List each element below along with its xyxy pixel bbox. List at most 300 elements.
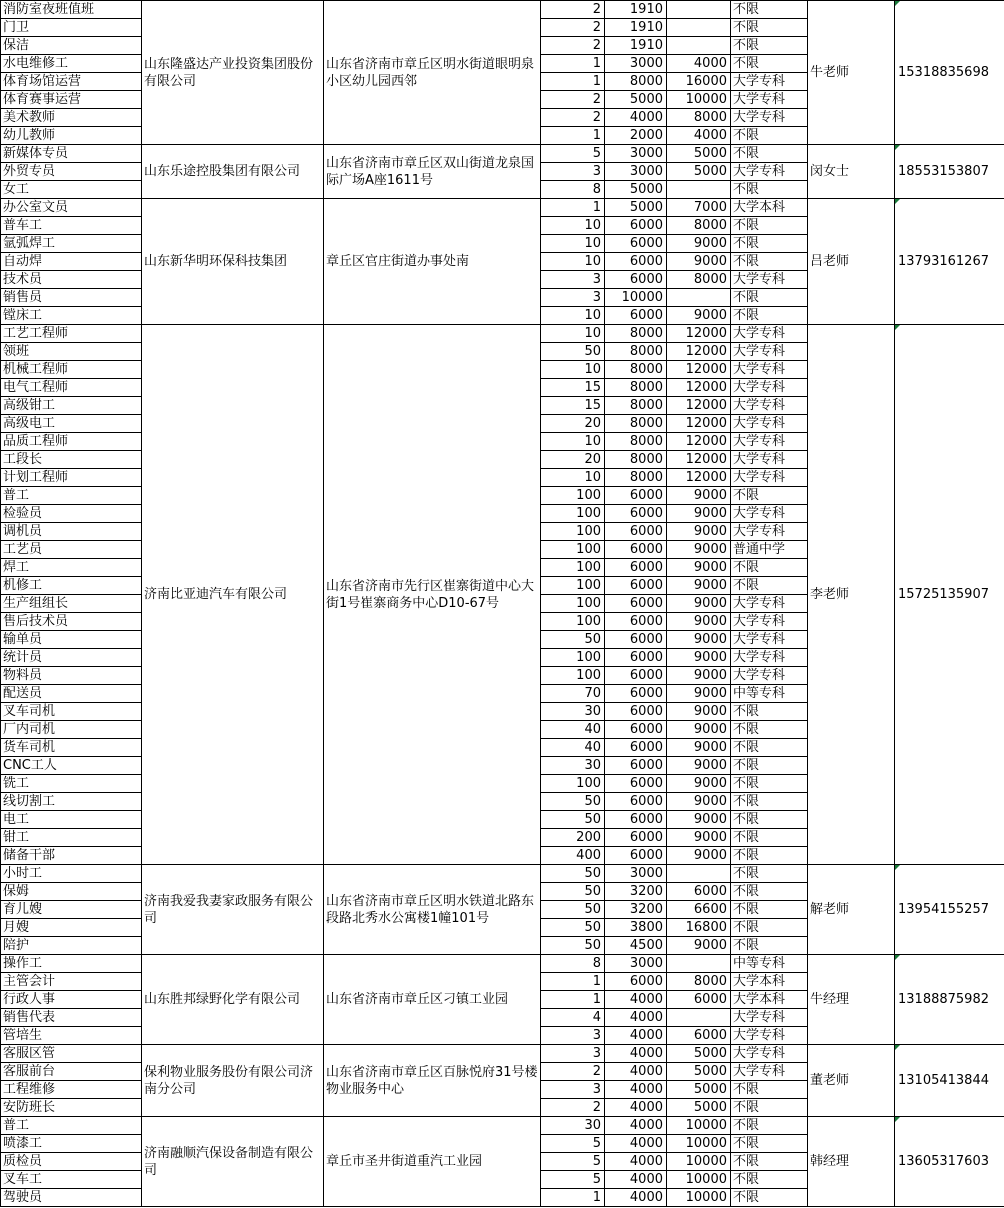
salary-max-cell: 9000: [667, 631, 731, 649]
education-cell: 不限: [731, 235, 808, 253]
education-cell: 不限: [731, 793, 808, 811]
salary-max-cell: 8000: [667, 217, 731, 235]
salary-min-cell: 2000: [605, 127, 667, 145]
job-title-cell: 工艺工程师: [1, 325, 142, 343]
job-title-cell: 女工: [1, 181, 142, 199]
salary-min-cell: 6000: [605, 757, 667, 775]
headcount-cell: 3: [541, 1027, 605, 1045]
job-title-cell: 技术员: [1, 271, 142, 289]
salary-min-cell: 6000: [605, 829, 667, 847]
education-cell: 大学专科: [731, 109, 808, 127]
salary-max-cell: 10000: [667, 1171, 731, 1189]
company-cell: 山东胜邦绿野化学有限公司: [142, 955, 324, 1045]
salary-max-cell: 12000: [667, 469, 731, 487]
headcount-cell: 50: [541, 631, 605, 649]
salary-min-cell: 4000: [605, 1009, 667, 1027]
cell-comment-marker: [895, 865, 900, 870]
job-title-cell: 管培生: [1, 1027, 142, 1045]
headcount-cell: 5: [541, 1135, 605, 1153]
job-title-cell: 操作工: [1, 955, 142, 973]
salary-max-cell: 5000: [667, 1099, 731, 1117]
education-cell: 大学专科: [731, 379, 808, 397]
phone-cell: [895, 145, 1004, 199]
headcount-cell: 50: [541, 919, 605, 937]
salary-max-cell: 9000: [667, 235, 731, 253]
education-cell: 不限: [731, 217, 808, 235]
headcount-cell: 100: [541, 613, 605, 631]
salary-min-cell: 3000: [605, 865, 667, 883]
job-title-cell: 统计员: [1, 649, 142, 667]
salary-max-cell: 4000: [667, 55, 731, 73]
education-cell: 不限: [731, 1117, 808, 1135]
contact-cell: 李老师: [808, 325, 895, 865]
salary-min-cell: 6000: [605, 505, 667, 523]
salary-max-cell: 12000: [667, 451, 731, 469]
salary-max-cell: [667, 865, 731, 883]
salary-max-cell: 9000: [667, 595, 731, 613]
education-cell: 大学专科: [731, 1027, 808, 1045]
salary-max-cell: 10000: [667, 91, 731, 109]
headcount-cell: 8: [541, 955, 605, 973]
education-cell: 大学专科: [731, 523, 808, 541]
headcount-cell: 1: [541, 127, 605, 145]
job-title-cell: 工艺员: [1, 541, 142, 559]
salary-min-cell: 6000: [605, 613, 667, 631]
salary-max-cell: 6000: [667, 883, 731, 901]
phone-cell: [895, 199, 1004, 325]
headcount-cell: 2: [541, 37, 605, 55]
salary-min-cell: 8000: [605, 343, 667, 361]
job-title-cell: 机修工: [1, 577, 142, 595]
job-title-cell: 体育赛事运营: [1, 91, 142, 109]
salary-max-cell: [667, 19, 731, 37]
salary-max-cell: [667, 289, 731, 307]
salary-max-cell: 9000: [667, 847, 731, 865]
job-title-cell: 体育场馆运营: [1, 73, 142, 91]
salary-max-cell: 10000: [667, 1153, 731, 1171]
job-title-cell: 电工: [1, 811, 142, 829]
salary-min-cell: 6000: [605, 235, 667, 253]
education-cell: 不限: [731, 289, 808, 307]
salary-max-cell: 10000: [667, 1117, 731, 1135]
phone-cell: [895, 955, 1004, 1045]
education-cell: 不限: [731, 127, 808, 145]
table-row: [1, 1, 1004, 19]
company-cell: 山东新华明环保科技集团: [142, 199, 324, 325]
education-cell: 不限: [731, 721, 808, 739]
salary-max-cell: 5000: [667, 163, 731, 181]
headcount-cell: 50: [541, 793, 605, 811]
job-title-cell: 保洁: [1, 37, 142, 55]
headcount-cell: 30: [541, 1117, 605, 1135]
job-title-cell: 货车司机: [1, 739, 142, 757]
salary-max-cell: 9000: [667, 523, 731, 541]
phone-text: 15318835698: [898, 65, 989, 80]
phone-text: 13105413844: [898, 1073, 989, 1088]
headcount-cell: 40: [541, 739, 605, 757]
education-cell: 大学专科: [731, 91, 808, 109]
headcount-cell: 100: [541, 505, 605, 523]
education-cell: 大学专科: [731, 343, 808, 361]
salary-min-cell: 8000: [605, 469, 667, 487]
job-title-cell: 检验员: [1, 505, 142, 523]
headcount-cell: 5: [541, 1153, 605, 1171]
phone-text: 13954155257: [898, 902, 989, 917]
address-cell: 山东省济南市章丘区双山街道龙泉国际广场A座1611号: [324, 145, 541, 199]
headcount-cell: 15: [541, 379, 605, 397]
job-title-cell: 幼儿教师: [1, 127, 142, 145]
headcount-cell: 100: [541, 577, 605, 595]
salary-min-cell: 3000: [605, 55, 667, 73]
salary-min-cell: 6000: [605, 253, 667, 271]
education-cell: 大学专科: [731, 433, 808, 451]
salary-min-cell: 4000: [605, 991, 667, 1009]
salary-max-cell: 9000: [667, 487, 731, 505]
education-cell: 不限: [731, 253, 808, 271]
job-title-cell: 小时工: [1, 865, 142, 883]
salary-max-cell: 9000: [667, 505, 731, 523]
headcount-cell: 50: [541, 343, 605, 361]
salary-min-cell: 6000: [605, 973, 667, 991]
headcount-cell: 30: [541, 703, 605, 721]
salary-min-cell: 4000: [605, 1099, 667, 1117]
salary-max-cell: 10000: [667, 1135, 731, 1153]
headcount-cell: 1: [541, 199, 605, 217]
education-cell: 不限: [731, 487, 808, 505]
headcount-cell: 3: [541, 271, 605, 289]
education-cell: 不限: [731, 901, 808, 919]
education-cell: 大学专科: [731, 1045, 808, 1063]
job-title-cell: 领班: [1, 343, 142, 361]
salary-max-cell: 12000: [667, 397, 731, 415]
education-cell: 不限: [731, 181, 808, 199]
salary-max-cell: [667, 181, 731, 199]
job-title-cell: 保姆: [1, 883, 142, 901]
salary-min-cell: 6000: [605, 685, 667, 703]
cell-comment-marker: [895, 1117, 900, 1122]
headcount-cell: 30: [541, 757, 605, 775]
headcount-cell: 100: [541, 667, 605, 685]
contact-cell: 牛经理: [808, 955, 895, 1045]
job-title-cell: 办公室文员: [1, 199, 142, 217]
salary-min-cell: 8000: [605, 415, 667, 433]
salary-min-cell: 3000: [605, 163, 667, 181]
table-row: [1, 865, 1004, 883]
salary-max-cell: 9000: [667, 793, 731, 811]
education-cell: 不限: [731, 1189, 808, 1207]
job-title-cell: 销售员: [1, 289, 142, 307]
salary-max-cell: 16000: [667, 73, 731, 91]
headcount-cell: 3: [541, 1045, 605, 1063]
salary-max-cell: 9000: [667, 559, 731, 577]
job-title-cell: 客服前台: [1, 1063, 142, 1081]
headcount-cell: 10: [541, 253, 605, 271]
salary-min-cell: 6000: [605, 217, 667, 235]
job-title-cell: 品质工程师: [1, 433, 142, 451]
salary-max-cell: 9000: [667, 757, 731, 775]
education-cell: 大学专科: [731, 631, 808, 649]
education-cell: 大学专科: [731, 163, 808, 181]
salary-max-cell: 6600: [667, 901, 731, 919]
job-title-cell: 行政人事: [1, 991, 142, 1009]
job-title-cell: 普工: [1, 1117, 142, 1135]
headcount-cell: 10: [541, 235, 605, 253]
salary-min-cell: 6000: [605, 577, 667, 595]
salary-max-cell: 12000: [667, 361, 731, 379]
job-title-cell: 主管会计: [1, 973, 142, 991]
salary-max-cell: 9000: [667, 811, 731, 829]
salary-min-cell: 4000: [605, 1117, 667, 1135]
salary-min-cell: 10000: [605, 289, 667, 307]
phone-text: 18553153807: [898, 164, 989, 179]
headcount-cell: 2: [541, 91, 605, 109]
salary-min-cell: 4000: [605, 1171, 667, 1189]
education-cell: 不限: [731, 1099, 808, 1117]
education-cell: 不限: [731, 847, 808, 865]
job-title-cell: 水电维修工: [1, 55, 142, 73]
education-cell: 不限: [731, 1171, 808, 1189]
job-title-cell: 焊工: [1, 559, 142, 577]
job-title-cell: 镗床工: [1, 307, 142, 325]
salary-max-cell: 4000: [667, 127, 731, 145]
salary-min-cell: 6000: [605, 667, 667, 685]
table-row: [1, 145, 1004, 163]
education-cell: 普通中学: [731, 541, 808, 559]
company-cell: 山东乐途控股集团有限公司: [142, 145, 324, 199]
headcount-cell: 1: [541, 73, 605, 91]
salary-min-cell: 4000: [605, 109, 667, 127]
education-cell: 不限: [731, 829, 808, 847]
salary-min-cell: 8000: [605, 325, 667, 343]
headcount-cell: 10: [541, 433, 605, 451]
education-cell: 不限: [731, 1081, 808, 1099]
salary-max-cell: 5000: [667, 145, 731, 163]
education-cell: 不限: [731, 577, 808, 595]
salary-min-cell: 4000: [605, 1153, 667, 1171]
salary-min-cell: 3000: [605, 955, 667, 973]
salary-max-cell: 6000: [667, 991, 731, 1009]
headcount-cell: 3: [541, 163, 605, 181]
salary-min-cell: 6000: [605, 721, 667, 739]
job-title-cell: 高级钳工: [1, 397, 142, 415]
job-title-cell: 物料员: [1, 667, 142, 685]
salary-min-cell: 1910: [605, 37, 667, 55]
salary-min-cell: 8000: [605, 361, 667, 379]
salary-min-cell: 3000: [605, 145, 667, 163]
table-row: [1, 955, 1004, 973]
salary-max-cell: 6000: [667, 1027, 731, 1045]
salary-max-cell: 9000: [667, 685, 731, 703]
headcount-cell: 100: [541, 523, 605, 541]
salary-min-cell: 6000: [605, 523, 667, 541]
contact-cell: 董老师: [808, 1045, 895, 1117]
address-cell: 山东省济南市章丘区明水铁道北路东段路北秀水公寓楼1幢101号: [324, 865, 541, 955]
cell-comment-marker: [895, 1045, 900, 1050]
address-cell: 山东省济南市先行区崔寨街道中心大街1号崔寨商务中心D10-67号: [324, 325, 541, 865]
headcount-cell: 8: [541, 181, 605, 199]
education-cell: 大学专科: [731, 1009, 808, 1027]
headcount-cell: 100: [541, 595, 605, 613]
salary-max-cell: 10000: [667, 1189, 731, 1207]
salary-min-cell: 6000: [605, 559, 667, 577]
headcount-cell: 400: [541, 847, 605, 865]
headcount-cell: 10: [541, 325, 605, 343]
phone-cell: [895, 1, 1004, 145]
job-title-cell: 高级电工: [1, 415, 142, 433]
education-cell: 不限: [731, 55, 808, 73]
education-cell: 不限: [731, 1135, 808, 1153]
job-title-cell: 线切割工: [1, 793, 142, 811]
job-title-cell: 调机员: [1, 523, 142, 541]
job-title-cell: 配送员: [1, 685, 142, 703]
salary-min-cell: 5000: [605, 199, 667, 217]
salary-max-cell: 8000: [667, 271, 731, 289]
job-title-cell: 叉车工: [1, 1171, 142, 1189]
salary-max-cell: 9000: [667, 775, 731, 793]
cell-comment-marker: [895, 955, 900, 960]
job-title-cell: 储备干部: [1, 847, 142, 865]
job-title-cell: 质检员: [1, 1153, 142, 1171]
salary-max-cell: 12000: [667, 343, 731, 361]
salary-max-cell: 5000: [667, 1063, 731, 1081]
address-cell: 山东省济南市章丘区明水街道眼明泉小区幼儿园西邻: [324, 1, 541, 145]
salary-min-cell: 6000: [605, 271, 667, 289]
headcount-cell: 50: [541, 811, 605, 829]
headcount-cell: 100: [541, 559, 605, 577]
headcount-cell: 2: [541, 1063, 605, 1081]
salary-max-cell: [667, 955, 731, 973]
salary-min-cell: 8000: [605, 451, 667, 469]
salary-max-cell: 8000: [667, 109, 731, 127]
salary-min-cell: 1910: [605, 1, 667, 19]
salary-min-cell: 4000: [605, 1081, 667, 1099]
salary-min-cell: 8000: [605, 397, 667, 415]
education-cell: 不限: [731, 37, 808, 55]
company-cell: 保利物业服务股份有限公司济南分公司: [142, 1045, 324, 1117]
job-title-cell: 机械工程师: [1, 361, 142, 379]
company-cell: 济南比亚迪汽车有限公司: [142, 325, 324, 865]
education-cell: 不限: [731, 937, 808, 955]
headcount-cell: 100: [541, 487, 605, 505]
headcount-cell: 20: [541, 451, 605, 469]
education-cell: 不限: [731, 145, 808, 163]
education-cell: 中等专科: [731, 955, 808, 973]
salary-min-cell: 4000: [605, 1045, 667, 1063]
company-cell: 济南我爱我妻家政服务有限公司: [142, 865, 324, 955]
job-title-cell: 电气工程师: [1, 379, 142, 397]
salary-min-cell: 4500: [605, 937, 667, 955]
education-cell: 不限: [731, 19, 808, 37]
salary-min-cell: 6000: [605, 595, 667, 613]
education-cell: 大学专科: [731, 505, 808, 523]
education-cell: 大学专科: [731, 361, 808, 379]
job-title-cell: 计划工程师: [1, 469, 142, 487]
cell-comment-marker: [895, 325, 900, 330]
job-title-cell: 生产组组长: [1, 595, 142, 613]
salary-min-cell: 1910: [605, 19, 667, 37]
salary-max-cell: 9000: [667, 721, 731, 739]
job-title-cell: 铣工: [1, 775, 142, 793]
headcount-cell: 50: [541, 937, 605, 955]
phone-cell: [895, 325, 1004, 865]
education-cell: 不限: [731, 919, 808, 937]
salary-min-cell: 6000: [605, 739, 667, 757]
salary-min-cell: 6000: [605, 811, 667, 829]
education-cell: 不限: [731, 703, 808, 721]
education-cell: 大学专科: [731, 73, 808, 91]
salary-max-cell: [667, 37, 731, 55]
education-cell: 大学专科: [731, 451, 808, 469]
salary-max-cell: 16800: [667, 919, 731, 937]
education-cell: 大学专科: [731, 649, 808, 667]
job-title-cell: 外贸专员: [1, 163, 142, 181]
job-title-cell: CNC工人: [1, 757, 142, 775]
education-cell: 大学本科: [731, 199, 808, 217]
salary-max-cell: 9000: [667, 253, 731, 271]
headcount-cell: 1: [541, 55, 605, 73]
salary-min-cell: 4000: [605, 1063, 667, 1081]
salary-max-cell: 12000: [667, 433, 731, 451]
headcount-cell: 50: [541, 901, 605, 919]
salary-min-cell: 6000: [605, 307, 667, 325]
salary-min-cell: 5000: [605, 181, 667, 199]
job-title-cell: 新媒体专员: [1, 145, 142, 163]
salary-max-cell: 9000: [667, 739, 731, 757]
headcount-cell: 2: [541, 109, 605, 127]
education-cell: 大学本科: [731, 991, 808, 1009]
education-cell: 不限: [731, 1, 808, 19]
headcount-cell: 10: [541, 469, 605, 487]
salary-min-cell: 3800: [605, 919, 667, 937]
salary-max-cell: 9000: [667, 667, 731, 685]
education-cell: 不限: [731, 739, 808, 757]
headcount-cell: 5: [541, 1171, 605, 1189]
job-title-cell: 月嫂: [1, 919, 142, 937]
salary-max-cell: 5000: [667, 1045, 731, 1063]
salary-min-cell: 6000: [605, 631, 667, 649]
salary-min-cell: 8000: [605, 379, 667, 397]
salary-min-cell: 4000: [605, 1027, 667, 1045]
salary-max-cell: 9000: [667, 703, 731, 721]
salary-min-cell: 6000: [605, 775, 667, 793]
education-cell: 大学专科: [731, 667, 808, 685]
cell-comment-marker: [895, 199, 900, 204]
job-title-cell: 工段长: [1, 451, 142, 469]
headcount-cell: 4: [541, 1009, 605, 1027]
address-cell: 山东省济南市章丘区百脉悦府31号楼物业服务中心: [324, 1045, 541, 1117]
job-title-cell: 普车工: [1, 217, 142, 235]
job-title-cell: 门卫: [1, 19, 142, 37]
headcount-cell: 20: [541, 415, 605, 433]
table-row: [1, 1117, 1004, 1135]
headcount-cell: 15: [541, 397, 605, 415]
salary-max-cell: 12000: [667, 379, 731, 397]
headcount-cell: 2: [541, 1099, 605, 1117]
job-title-cell: 驾驶员: [1, 1189, 142, 1207]
table-row: [1, 1045, 1004, 1063]
salary-max-cell: 9000: [667, 307, 731, 325]
job-title-cell: 美术教师: [1, 109, 142, 127]
education-cell: 大学专科: [731, 415, 808, 433]
salary-min-cell: 6000: [605, 487, 667, 505]
cell-comment-marker: [895, 145, 900, 150]
headcount-cell: 1: [541, 973, 605, 991]
headcount-cell: 70: [541, 685, 605, 703]
salary-min-cell: 4000: [605, 1189, 667, 1207]
salary-min-cell: 3200: [605, 883, 667, 901]
phone-cell: [895, 1045, 1004, 1117]
education-cell: 中等专科: [731, 685, 808, 703]
